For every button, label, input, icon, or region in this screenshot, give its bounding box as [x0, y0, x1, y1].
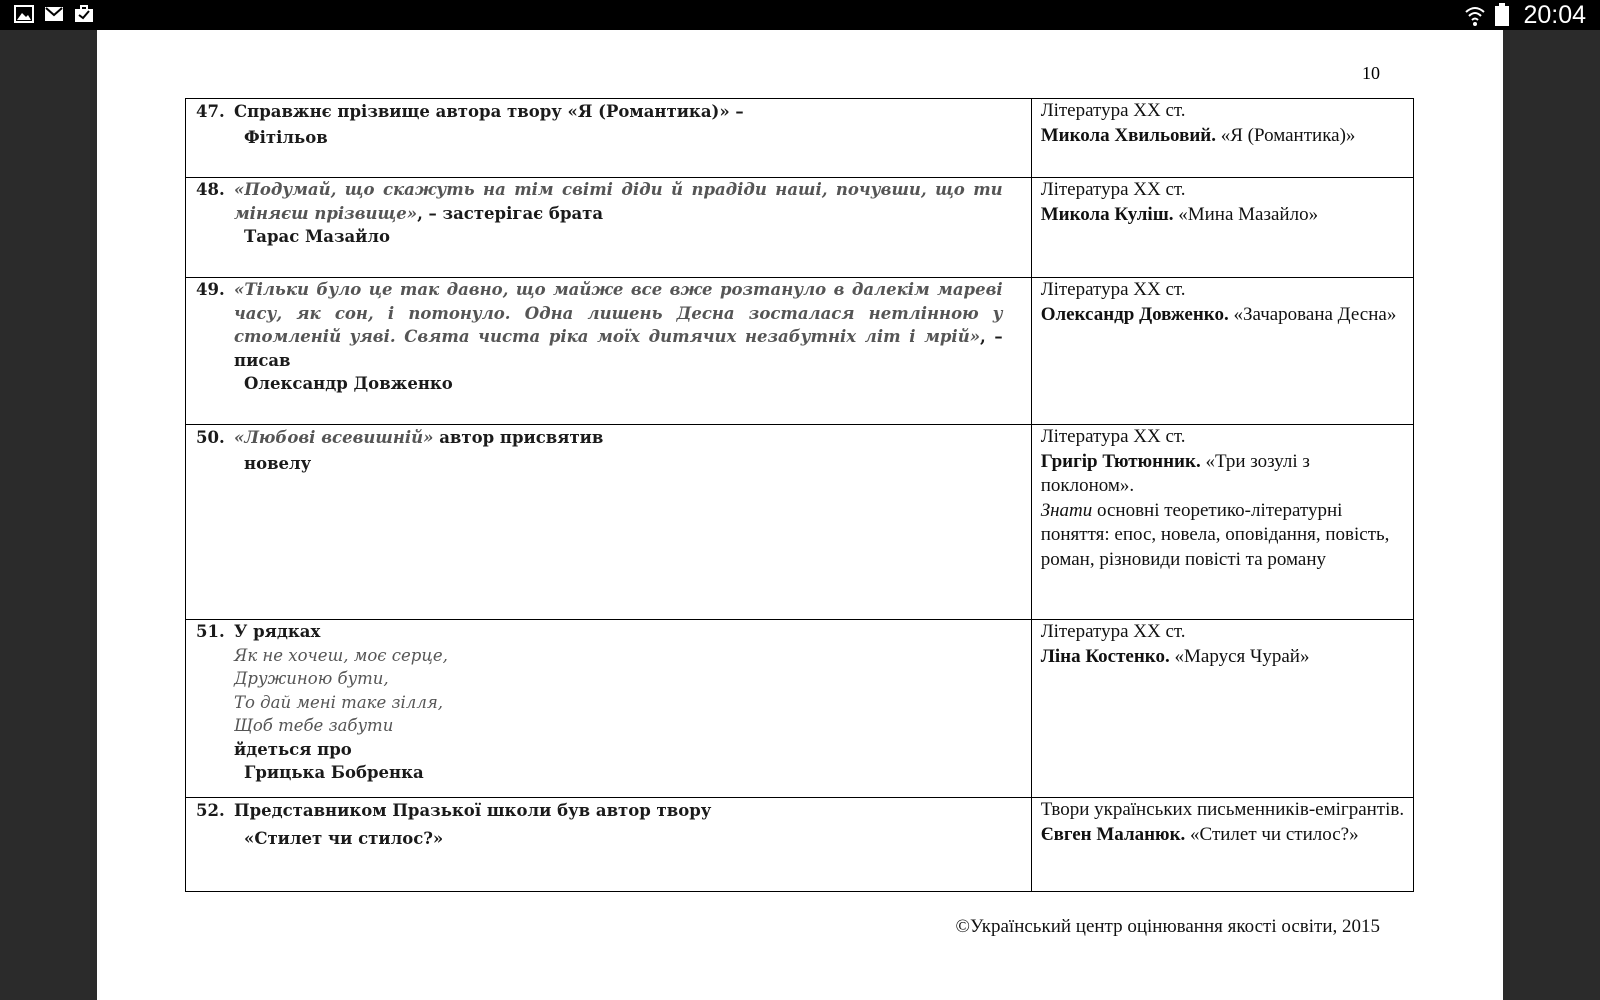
table-row: [186, 798, 1414, 892]
question-number: 50.: [196, 428, 225, 447]
question-number: 52.: [196, 801, 225, 820]
work-title: «Три зозулі з поклоном».: [1040, 450, 1310, 497]
wifi-icon: [1464, 3, 1486, 27]
question-cell: [186, 798, 1032, 892]
author-name: Микола Куліш.: [1040, 203, 1174, 225]
question-cell: [186, 99, 1032, 178]
battery-icon: [1494, 3, 1510, 27]
document-page[interactable]: [97, 30, 1503, 1000]
requirement-label: Знати: [1040, 499, 1093, 521]
author-name: Григір Тютюнник.: [1040, 450, 1201, 472]
question-text: У рядках: [234, 622, 321, 641]
question-number: 49.: [196, 280, 225, 299]
author-name: Євген Маланюк.: [1040, 823, 1186, 845]
answer-text: Фітільов: [244, 127, 328, 147]
topic-heading: Твори українських письменників-емігрантів.: [1040, 799, 1405, 820]
answer-text: Грицька Бобренка: [244, 763, 424, 782]
answer-text: «Стилет чи стилос?»: [244, 828, 444, 848]
answer-text: новелу: [244, 453, 312, 473]
question-number: 48.: [196, 180, 225, 199]
work-title: «Маруся Чурай»: [1169, 645, 1310, 667]
question-text: Представником Празької школи був автор твору: [234, 801, 712, 820]
question-cell: [186, 278, 1032, 425]
question-number: 47.: [196, 102, 225, 121]
question-cell: [186, 178, 1032, 278]
work-title: «Мина Мазайло»: [1173, 203, 1319, 225]
poem-line: То дай мені таке зілля,: [234, 692, 443, 712]
gmail-icon: [44, 5, 64, 23]
poem-line: Дружиною бути,: [234, 669, 389, 688]
question-text: , – писав: [234, 327, 1003, 370]
copyright-footer: ©Український центр оцінювання якості освіти, 2015: [955, 916, 1380, 937]
page-number: 10: [1362, 63, 1380, 83]
work-title: «Зачарована Десна»: [1228, 303, 1397, 325]
topic-cell: [1031, 620, 1413, 798]
inbox-briefcase-icon: [74, 5, 94, 23]
poem-line: Як не хочеш, моє серце,: [234, 645, 448, 665]
author-name: Микола Хвильовий.: [1040, 124, 1216, 146]
topic-cell: [1031, 798, 1413, 892]
topic-cell: [1031, 178, 1413, 278]
work-title: «Стилет чи стилос?»: [1185, 823, 1359, 845]
table-row: [186, 178, 1414, 278]
question-text-after: йдеться про: [234, 739, 352, 759]
clock: 20:04: [1523, 1, 1586, 29]
topic-cell: [1031, 425, 1413, 620]
table-row: [186, 620, 1414, 798]
work-title: «Я (Романтика)»: [1216, 124, 1356, 146]
topic-heading: Література ХХ ст.: [1040, 279, 1186, 300]
topic-heading: Література ХХ ст.: [1040, 179, 1186, 200]
question-text: , – застерігає брата: [417, 203, 604, 223]
question-text: Справжнє прізвище автора твору «Я (Романтика)» –: [234, 102, 744, 121]
question-quote: «Любові всевишній»: [234, 428, 434, 447]
question-cell: [186, 425, 1032, 620]
author-name: Олександр Довженко.: [1040, 303, 1229, 325]
question-text: автор присвятив: [433, 428, 604, 447]
topic-heading: Література ХХ ст.: [1040, 426, 1186, 447]
topic-heading: Література ХХ ст.: [1040, 621, 1186, 642]
question-quote: «Тільки було це так давно, що майже все вже розтануло в далекім мареві часу, як сон, і потонуло. Одна лишень Десна зосталася нетлінною у стомленій уяві. Свята чиста ріка моїх дитячих незабутніх літ і мрій»: [234, 280, 1003, 346]
answer-text: Олександр Довженко: [244, 374, 453, 393]
question-quote: «Подумай, що скажуть на тім світі діди й прадіди наші, почувши, що ти міняєш прізвище»: [234, 180, 1003, 223]
topic-cell: [1031, 278, 1413, 425]
table-row: [186, 425, 1414, 620]
topic-cell: [1031, 99, 1413, 178]
status-bar: [0, 0, 1600, 30]
author-name: Ліна Костенко.: [1040, 645, 1170, 667]
question-number: 51.: [196, 622, 225, 641]
answer-text: Тарас Мазайло: [244, 227, 391, 246]
questions-table: [185, 98, 1414, 892]
table-row: [186, 99, 1414, 178]
poem-line: Щоб тебе забути: [234, 716, 394, 735]
table-row: [186, 278, 1414, 425]
topic-heading: Література ХХ ст.: [1040, 100, 1186, 121]
question-cell: [186, 620, 1032, 798]
gallery-icon: [14, 5, 34, 23]
requirement-text: основні теоретико-літературні поняття: епос, новела, оповідання, повість, роман, різновиди повісті та роману: [1040, 499, 1390, 570]
